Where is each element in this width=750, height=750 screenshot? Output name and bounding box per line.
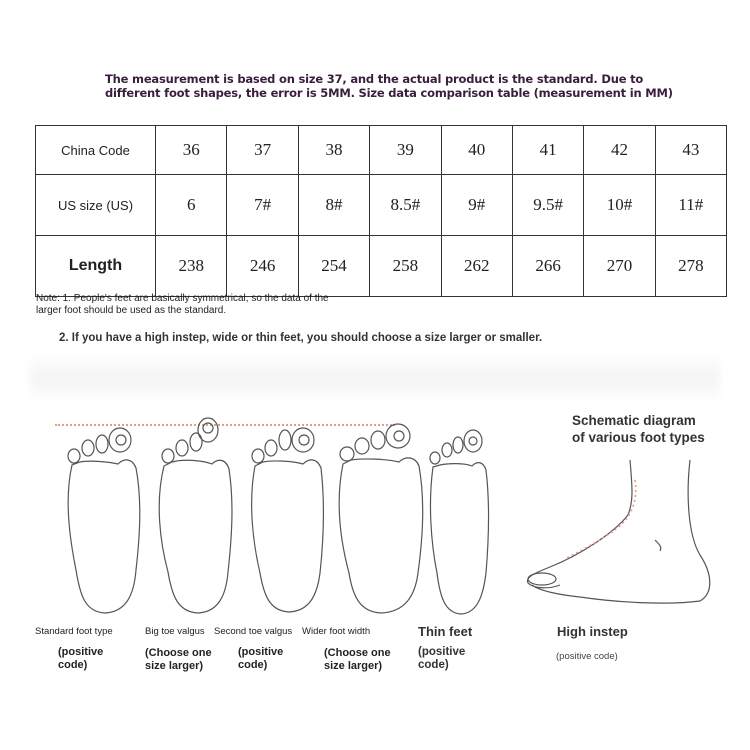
label-second-toe-valgus: Second toe valgus: [214, 626, 293, 637]
table-cell: 37: [227, 126, 298, 175]
table-cell: 262: [441, 236, 512, 297]
row-label: US size (US): [36, 175, 156, 236]
code-standard: [58, 646, 103, 672]
table-row-us-size: [36, 175, 727, 236]
table-cell: 270: [584, 236, 655, 297]
label-standard-foot: Standard foot type: [35, 626, 113, 637]
code-line: (positive: [58, 646, 104, 658]
table-cell: 246: [227, 236, 298, 297]
table-cell: 11#: [655, 175, 726, 236]
note-line: larger foot should be used as the standard.: [36, 305, 227, 316]
code-thin: [418, 646, 465, 672]
table-cell: 9.5#: [512, 175, 583, 236]
table-cell: 7#: [227, 175, 298, 236]
header-note: [105, 72, 685, 100]
label-wider-foot: Wider foot width: [302, 626, 371, 637]
schematic-title-line2: of various foot types: [572, 430, 705, 445]
second-toe-valgus-foot-icon: [245, 418, 335, 618]
code-line: code): [418, 659, 449, 671]
note-symmetry: [36, 293, 396, 317]
code-second-toe: [238, 646, 283, 672]
table-row-china-code: [36, 126, 727, 175]
table-row-length: [36, 236, 727, 297]
table-cell: 10#: [584, 175, 655, 236]
code-line: size larger): [145, 660, 204, 672]
table-cell: 278: [655, 236, 726, 297]
table-cell: 8.5#: [370, 175, 441, 236]
thin-foot-icon: [425, 425, 500, 620]
code-line: code): [238, 659, 268, 671]
table-cell: 6: [156, 175, 227, 236]
table-cell: 9#: [441, 175, 512, 236]
code-line: (Choose one: [145, 647, 212, 659]
row-label: Length: [36, 236, 156, 297]
big-toe-valgus-foot-icon: [150, 414, 245, 619]
table-cell: 38: [298, 126, 369, 175]
code-line: code): [58, 659, 88, 671]
table-cell: 258: [370, 236, 441, 297]
size-comparison-table: [35, 125, 727, 297]
note-line: Note: 1. People's feet are basically symmetrical, so the data of the: [36, 293, 329, 304]
code-line: (positive: [238, 646, 284, 658]
header-note-line2: different foot shapes, the error is 5MM. Size data comparison table (measurement in MM): [105, 86, 673, 100]
standard-foot-icon: [60, 420, 150, 620]
note-instep: 2. If you have a high instep, wide or thin feet, you should choose a size larger or smaller.: [59, 332, 543, 344]
code-line: (Choose one: [324, 647, 391, 659]
table-cell: 266: [512, 236, 583, 297]
code-line: (positive: [418, 646, 466, 658]
code-big-toe: [145, 647, 212, 673]
table-cell: 42: [584, 126, 655, 175]
label-big-toe-valgus: Big toe valgus: [145, 626, 205, 637]
table-cell: 41: [512, 126, 583, 175]
schematic-title-line1: Schematic diagram: [572, 413, 696, 428]
table-cell: 43: [655, 126, 726, 175]
table-cell: 8#: [298, 175, 369, 236]
header-note-line1: The measurement is based on size 37, and the actual product is the standard. Due to: [105, 72, 644, 86]
table-cell: 238: [156, 236, 227, 297]
code-wider: [324, 647, 391, 673]
table-cell: 40: [441, 126, 512, 175]
code-high-instep: (positive code): [556, 651, 618, 662]
instep-guide-line: [565, 480, 636, 559]
label-thin-feet: Thin feet: [418, 624, 473, 639]
schematic-title: [572, 412, 705, 446]
code-line: size larger): [324, 660, 383, 672]
wider-foot-icon: [335, 418, 430, 618]
row-label: China Code: [36, 126, 156, 175]
label-high-instep: High instep: [557, 624, 628, 639]
table-cell: 36: [156, 126, 227, 175]
table-cell: 39: [370, 126, 441, 175]
blurred-banner: [30, 355, 720, 400]
table-cell: 254: [298, 236, 369, 297]
high-instep-foot-icon: [510, 455, 730, 610]
